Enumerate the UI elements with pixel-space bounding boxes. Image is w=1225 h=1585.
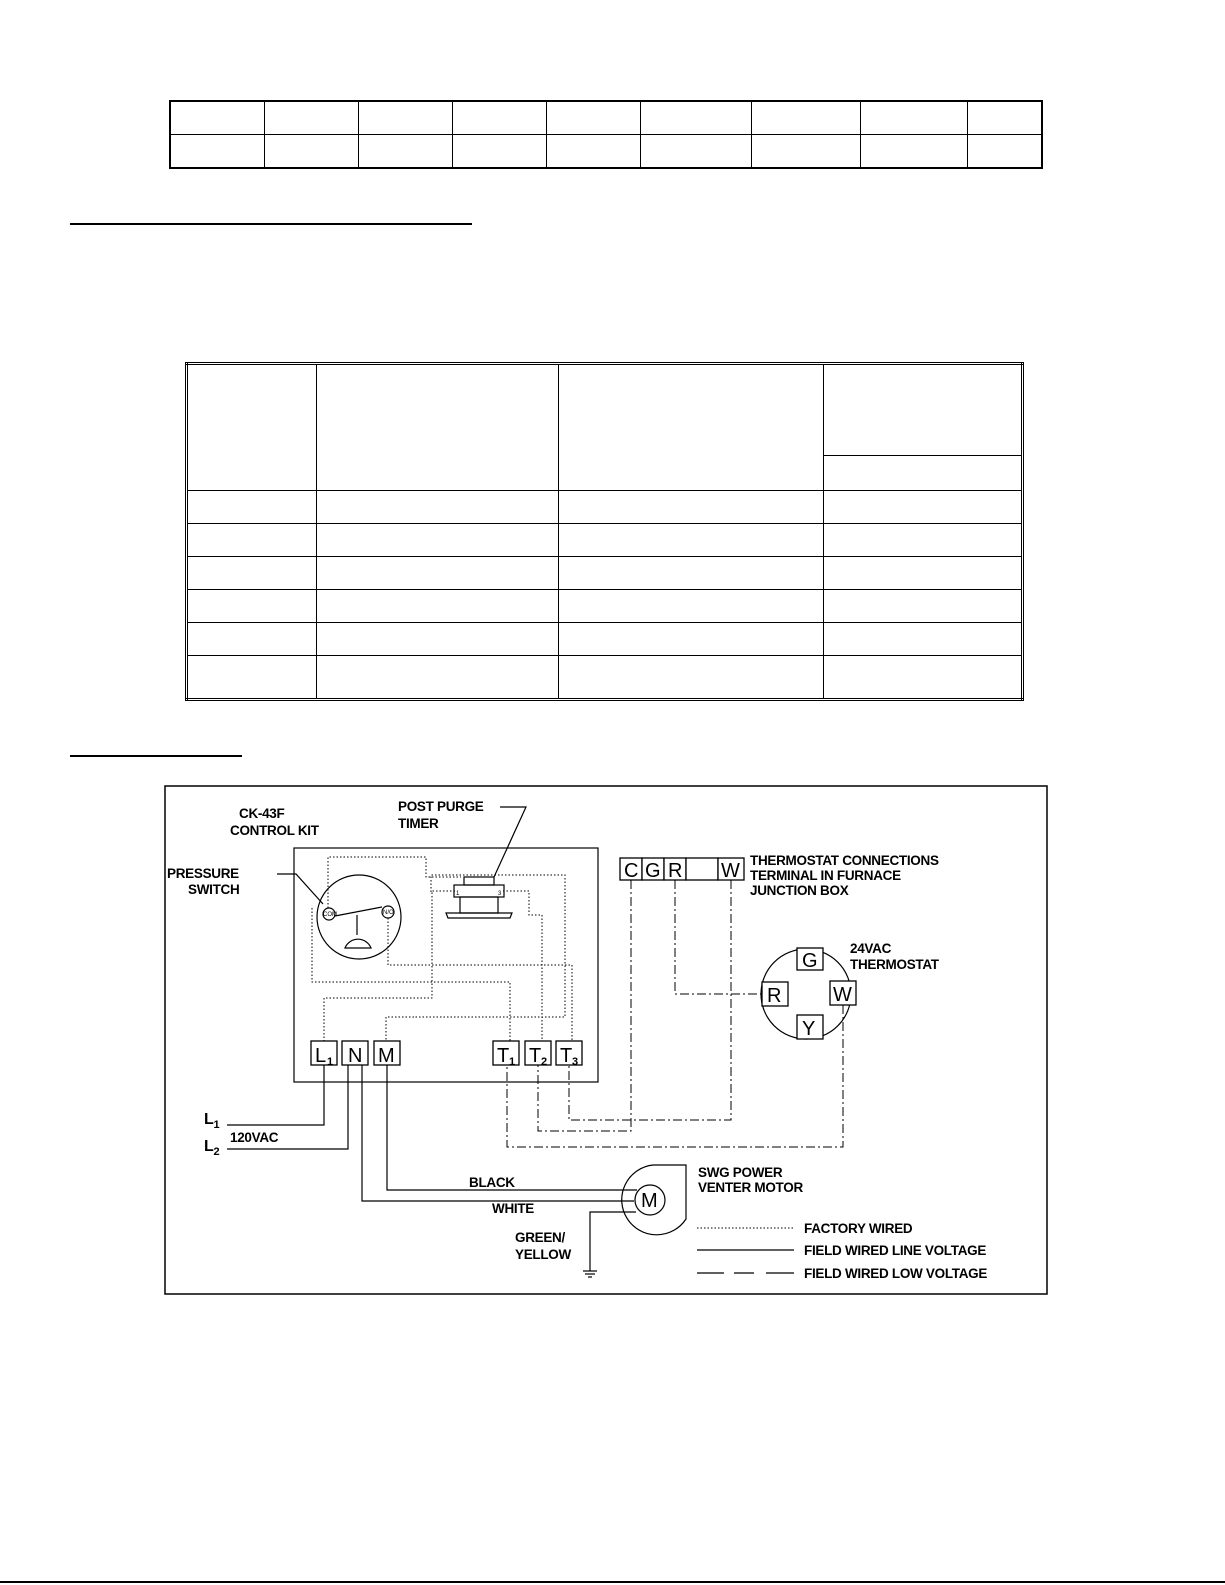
switch-no-label: N/O xyxy=(383,910,394,916)
svg-text:1: 1 xyxy=(509,1056,516,1068)
table-cell xyxy=(861,101,968,135)
svg-text:T: T xyxy=(497,1045,510,1067)
junction-box-terminals xyxy=(620,858,744,882)
table-cell xyxy=(187,491,317,524)
svg-text:3: 3 xyxy=(572,1056,579,1068)
table-cell xyxy=(187,557,317,590)
line1-label: $L_1$ xyxy=(204,1111,220,1131)
table-row xyxy=(187,491,1023,524)
svg-text:T: T xyxy=(560,1045,573,1067)
line1-wire xyxy=(227,1065,324,1125)
thermostat-terminal-y xyxy=(797,1015,823,1040)
table-cell xyxy=(861,135,968,169)
post-purge-timer xyxy=(446,877,512,918)
junction-label-line1: THERMOSTAT CONNECTIONS xyxy=(750,853,939,868)
terminal-t2 xyxy=(525,1041,551,1068)
table-cell xyxy=(170,101,265,135)
junction-terminal-c: C xyxy=(624,860,639,882)
timer-label-line1: POST PURGE xyxy=(398,799,484,814)
table-row xyxy=(187,590,1023,623)
table-cell xyxy=(317,364,559,491)
low-voltage-wire-r xyxy=(675,880,762,994)
table-cell xyxy=(547,101,641,135)
terminal-n xyxy=(342,1041,368,1067)
svg-text:W: W xyxy=(833,984,852,1006)
table-cell xyxy=(752,135,861,169)
table-cell xyxy=(187,590,317,623)
table-cell xyxy=(317,590,559,623)
table-cell xyxy=(265,101,359,135)
table-cell xyxy=(547,135,641,169)
junction-terminal-r: R xyxy=(668,860,683,882)
page-bottom-rule xyxy=(0,1581,1225,1583)
factory-wire xyxy=(388,918,572,1041)
junction-terminal-w: W xyxy=(721,860,740,882)
table-cell xyxy=(453,101,547,135)
motor-label-line1: SWG POWER xyxy=(698,1165,783,1180)
thermostat-terminal-w xyxy=(830,981,856,1006)
table-cell xyxy=(187,364,317,491)
legend-label-line-voltage: FIELD WIRED LINE VOLTAGE xyxy=(804,1243,987,1258)
table-cell xyxy=(317,557,559,590)
motor-symbol: M xyxy=(641,1190,658,1212)
pressure-switch-line2: SWITCH xyxy=(188,882,240,897)
timer-leader-line xyxy=(494,807,526,877)
timer-pin-1: 1 xyxy=(456,891,460,897)
terminal-l1 xyxy=(311,1041,337,1068)
legend-label-factory: FACTORY WIRED xyxy=(804,1221,913,1236)
table-cell xyxy=(317,623,559,656)
terminal-m xyxy=(374,1041,400,1067)
svg-text:M: M xyxy=(378,1045,395,1067)
section-heading-rule xyxy=(70,223,472,225)
spec-table-middle xyxy=(185,362,1024,701)
legend-label-low-voltage: FIELD WIRED LOW VOLTAGE xyxy=(804,1266,988,1281)
table-cell xyxy=(559,364,824,491)
svg-text:Y: Y xyxy=(802,1018,816,1040)
white-wire-label: WHITE xyxy=(492,1201,534,1216)
svg-text:N: N xyxy=(348,1045,363,1067)
svg-text:T: T xyxy=(529,1045,542,1067)
thermostat-terminal-r xyxy=(762,982,788,1007)
table-cell xyxy=(187,524,317,557)
table-cell xyxy=(824,491,1023,524)
table-row xyxy=(187,557,1023,590)
svg-text:R: R xyxy=(767,985,782,1007)
table-cell xyxy=(359,101,453,135)
table-row xyxy=(170,135,1042,169)
junction-label-line2: TERMINAL IN FURNACE xyxy=(750,868,901,883)
terminal-t3 xyxy=(556,1041,582,1068)
table-cell xyxy=(641,101,752,135)
table-row xyxy=(187,364,1023,456)
table-cell xyxy=(752,101,861,135)
table-row xyxy=(187,524,1023,557)
svg-text:1: 1 xyxy=(327,1056,334,1068)
timer-pin-3: 3 xyxy=(498,891,502,897)
table-cell xyxy=(170,135,265,169)
legend xyxy=(697,1221,987,1281)
pressure-switch-leader-line xyxy=(277,874,323,904)
supply-voltage-label: 120VAC xyxy=(230,1130,279,1145)
spec-table-top xyxy=(169,100,1043,169)
junction-label-line3: JUNCTION BOX xyxy=(750,883,849,898)
table-cell xyxy=(968,135,1043,169)
pressure-switch-line1: PRESSURE xyxy=(167,866,239,881)
table-cell xyxy=(187,656,317,700)
thermostat-label-line1: 24VAC xyxy=(850,941,892,956)
table-cell xyxy=(559,623,824,656)
table-cell xyxy=(359,135,453,169)
ground-icon xyxy=(583,1271,597,1277)
junction-terminal-g: G xyxy=(645,860,661,882)
factory-wire xyxy=(328,857,461,908)
table-row xyxy=(170,101,1042,135)
table-cell xyxy=(317,656,559,700)
table-cell xyxy=(824,364,1023,456)
section-heading-rule xyxy=(70,755,242,757)
wiring-diagram xyxy=(164,785,1048,1295)
table-row xyxy=(187,623,1023,656)
venter-motor xyxy=(622,1165,686,1235)
table-cell xyxy=(824,656,1023,700)
black-wire-label: BLACK xyxy=(469,1175,515,1190)
low-voltage-wire-thermostat-w xyxy=(507,1005,843,1147)
terminal-t1 xyxy=(493,1041,519,1068)
svg-text:L: L xyxy=(315,1045,327,1067)
svg-text:2: 2 xyxy=(541,1056,548,1068)
thermostat-label-line2: THERMOSTAT xyxy=(850,957,939,972)
factory-wire xyxy=(386,1017,414,1041)
table-cell xyxy=(559,590,824,623)
table-cell xyxy=(453,135,547,169)
timer-label-line2: TIMER xyxy=(398,816,439,831)
table-cell xyxy=(641,135,752,169)
low-voltage-wire-w xyxy=(569,880,731,1120)
kit-title-line2: CONTROL KIT xyxy=(230,823,319,838)
table-row xyxy=(187,656,1023,700)
black-wire xyxy=(387,1065,637,1190)
table-cell xyxy=(824,623,1023,656)
table-cell xyxy=(265,135,359,169)
svg-text:G: G xyxy=(802,950,818,972)
kit-title-line1: CK-43F xyxy=(239,806,285,821)
table-cell xyxy=(824,524,1023,557)
ground-wire-label-line2: YELLOW xyxy=(515,1247,571,1262)
table-cell xyxy=(187,623,317,656)
table-cell xyxy=(317,491,559,524)
factory-wire xyxy=(312,908,510,1041)
table-cell xyxy=(559,557,824,590)
table-cell xyxy=(317,524,559,557)
ground-wire-label-line1: GREEN/ xyxy=(515,1230,565,1245)
switch-com-label: COM xyxy=(323,912,337,918)
table-cell xyxy=(559,524,824,557)
table-cell xyxy=(824,590,1023,623)
table-cell xyxy=(824,456,1023,491)
table-cell xyxy=(968,101,1043,135)
table-cell xyxy=(559,491,824,524)
low-voltage-wire-c xyxy=(538,880,631,1131)
table-cell xyxy=(559,656,824,700)
motor-label-line2: VENTER MOTOR xyxy=(698,1180,803,1195)
thermostat-terminal-g xyxy=(797,948,823,972)
table-cell xyxy=(824,557,1023,590)
line2-label: $L_2$ xyxy=(204,1138,220,1158)
